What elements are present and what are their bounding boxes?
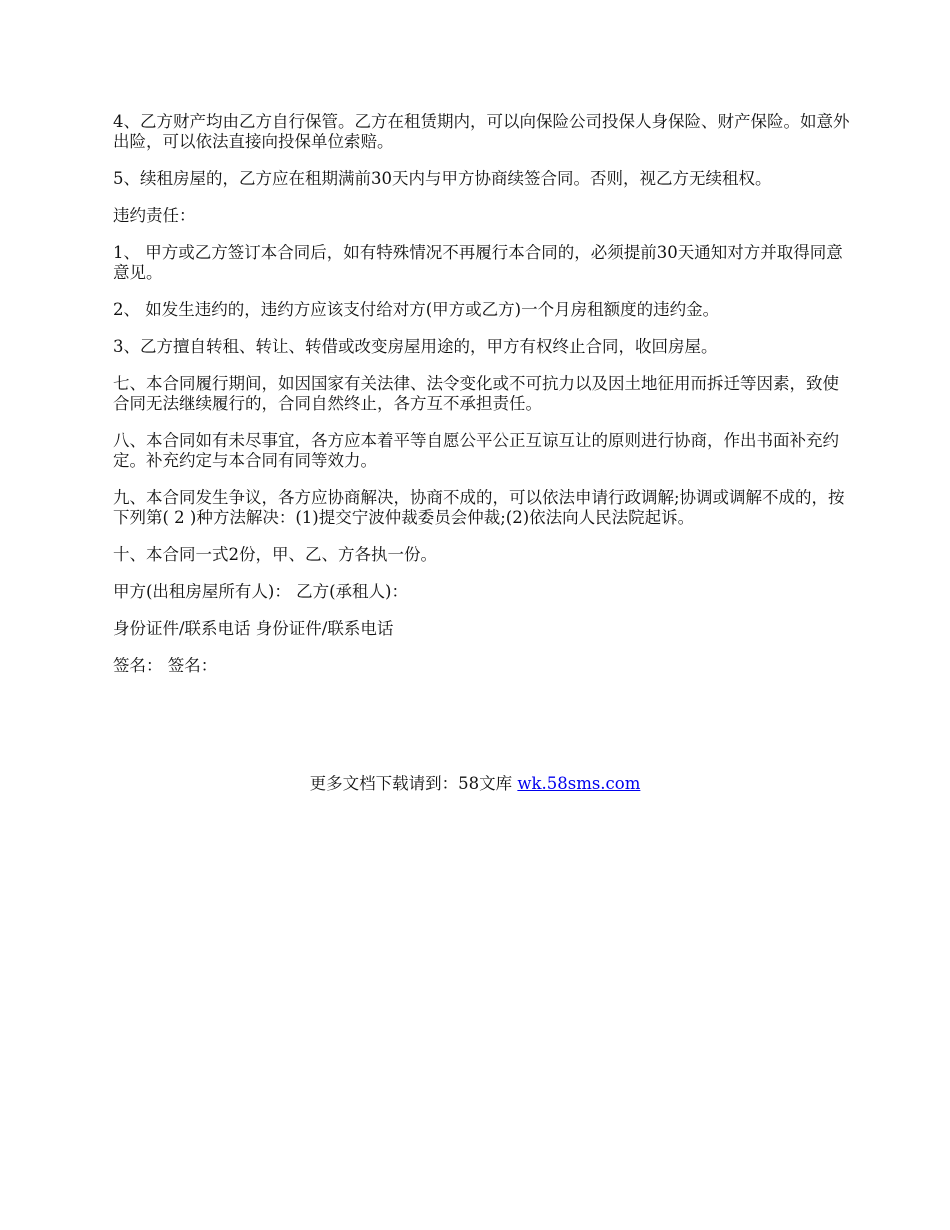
- clause-5-renewal: 5、续租房屋的，乙方应在租期满前30天内与甲方协商续签合同。否则，视乙方无续租权。: [113, 169, 772, 188]
- parties-line: 甲方(出租房屋所有人)： 乙方(承租人)：: [113, 582, 408, 601]
- footer-link[interactable]: wk.58sms.com: [517, 774, 641, 793]
- id-contact-line: 身份证件/联系电话 身份证件/联系电话: [113, 619, 394, 638]
- footer-prefix-text: 更多文档下载请到：58文库: [309, 774, 518, 793]
- breach-heading: 违约责任：: [113, 206, 196, 225]
- clause-7-termination: 七、本合同履行期间，如因国家有关法律、法令变化或不可抗力以及因土地征用而拆迁等因素，致使合同无法继续履行的，合同自然终止，各方互不承担责任。: [113, 374, 839, 413]
- breach-item-2: 2、 如发生违约的，违约方应该支付给对方(甲方或乙方)一个月房租额度的违约金。: [113, 300, 720, 319]
- document-body: [113, 112, 853, 693]
- signature-line: 签名： 签名：: [113, 656, 218, 675]
- clause-8-supplement: 八、本合同如有未尽事宜，各方应本着平等自愿公平公正互谅互让的原则进行协商，作出书面补充约定。补充约定与本合同有同等效力。: [113, 431, 839, 470]
- breach-item-3: 3、乙方擅自转租、转让、转借或改变房屋用途的，甲方有权终止合同，收回房屋。: [113, 337, 718, 356]
- clause-4-property: 4、乙方财产均由乙方自行保管。乙方在租赁期内，可以向保险公司投保人身保险、财产保险。如意外出险，可以依法直接向投保单位索赔。: [113, 112, 850, 151]
- clause-10-copies: 十、本合同一式2份，甲、乙、方各执一份。: [113, 545, 437, 564]
- breach-item-1: 1、 甲方或乙方签订本合同后，如有特殊情况不再履行本合同的，必须提前30天通知对方并取得同意意见。: [113, 243, 843, 282]
- clause-9-dispute: 九、本合同发生争议，各方应协商解决，协商不成的，可以依法申请行政调解;协调或调解不成的，按下列第( 2 )种方法解决：(1)提交宁波仲裁委员会仲裁;(2)依法向人民法院起诉。: [113, 488, 845, 527]
- download-footer: [0, 774, 950, 794]
